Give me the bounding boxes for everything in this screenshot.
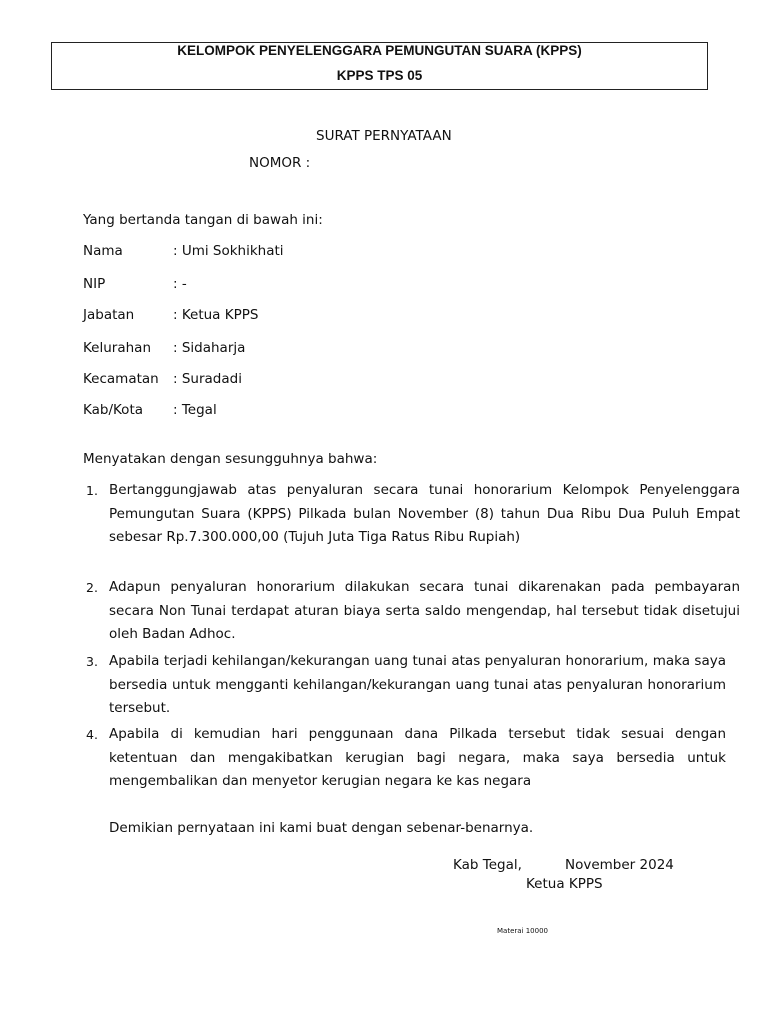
field-label-kecamatan: Kecamatan — [83, 371, 159, 387]
closing-text: Demikian pernyataan ini kami buat dengan sebenar-benarnya. — [109, 820, 534, 836]
header-unit: KPPS TPS 05 — [336, 68, 423, 83]
list-item-number: 3. — [86, 654, 98, 669]
field-value-jabatan: : Ketua KPPS — [173, 307, 259, 323]
document-title: SURAT PERNYATAAN — [316, 128, 452, 144]
field-label-kabkota: Kab/Kota — [83, 402, 144, 418]
signature-place: Kab Tegal, — [453, 857, 522, 873]
list-item-text: Adapun penyaluran honorarium dilakukan secara tunai dikarenakan pada pembayaran secara Non Tunai terdapat aturan biaya serta saldo mengendap, hal tersebut tidak disetujui oleh Badan Adhoc. — [109, 579, 740, 642]
signature-role: Ketua KPPS — [526, 876, 603, 892]
list-item-number: 2. — [86, 580, 98, 595]
field-label-nip: NIP — [83, 276, 106, 292]
stamp-label: Materai 10000 — [497, 927, 548, 935]
list-item-number: 4. — [86, 727, 98, 742]
header-box — [51, 42, 708, 90]
document-number: NOMOR : — [249, 155, 311, 171]
field-value-kabkota: : Tegal — [173, 402, 217, 418]
field-value-kelurahan: : Sidaharja — [173, 340, 246, 356]
list-item-text: Apabila terjadi kehilangan/kekurangan uang tunai atas penyaluran honorarium, maka saya bersedia untuk mengganti kehilangan/kekurangan uang tunai atas penyaluran honorarium tersebut. — [109, 653, 726, 716]
field-value-kecamatan: : Suradadi — [173, 371, 242, 387]
list-item-number: 1. — [86, 483, 98, 498]
field-label-nama: Nama — [83, 243, 123, 259]
intro-text: Yang bertanda tangan di bawah ini: — [83, 212, 323, 228]
field-value-nama: : Umi Sokhikhati — [173, 243, 284, 259]
field-label-jabatan: Jabatan — [83, 307, 135, 323]
list-item-text: Apabila di kemudian hari penggunaan dana Pilkada tersebut tidak sesuai dengan ketentuan dan mengakibatkan kerugian bagi negara, maka saya bersedia untuk mengembalikan dan menyetor kerugian negara ke kas negara — [109, 726, 726, 789]
statement-intro: Menyatakan dengan sesungguhnya bahwa: — [83, 451, 378, 467]
list-item-text: Bertanggungjawab atas penyaluran secara tunai honorarium Kelompok Penyelenggara Pemungutan Suara (KPPS) Pilkada bulan November (8) tahun Dua Ribu Dua Puluh Empat sebesar Rp.7.300.000,00 (Tujuh Juta Tiga Ratus Ribu Rupiah) — [109, 482, 740, 545]
field-value-nip: : - — [173, 276, 187, 292]
header-org: KELOMPOK PENYELENGGARA PEMUNGUTAN SUARA (KPPS) — [177, 43, 582, 58]
signature-date: November 2024 — [565, 857, 674, 873]
field-label-kelurahan: Kelurahan — [83, 340, 152, 356]
